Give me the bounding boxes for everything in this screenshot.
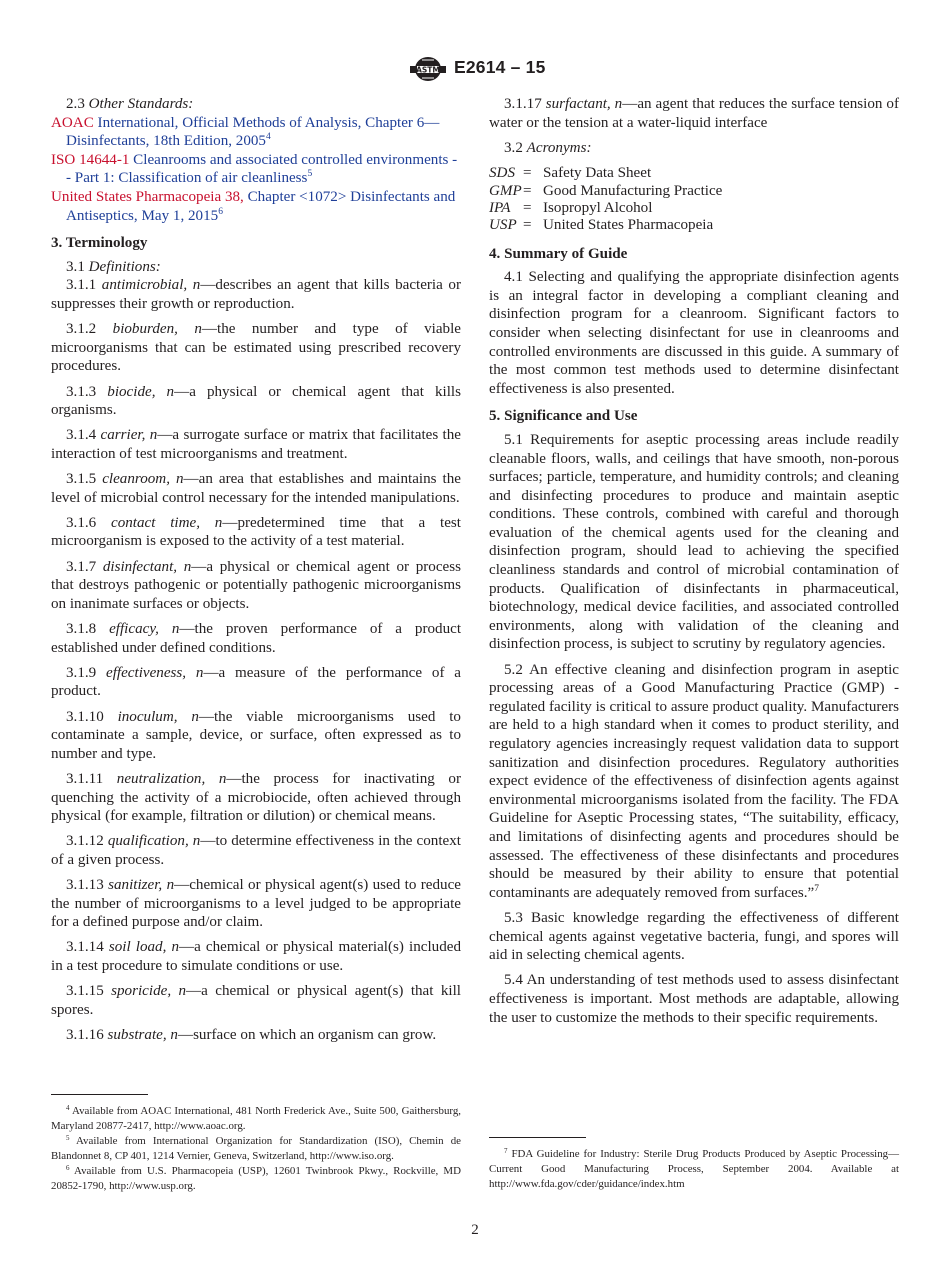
definition-3-1-7: 3.1.7 disinfectant, n—a physical or chemical agent or process that destroys pathogenic or potentially pathogenic microorganisms on inanimate surfaces or objects.: [51, 558, 461, 612]
section-3-1-heading: 3.1 Definitions:: [66, 258, 161, 275]
acronym-abbr: USP: [489, 217, 517, 234]
footnote-6: $^6$ Available from U.S. Pharmacopeia (USP), 12601 Twinbrook Pkwy., Rockville, MD 20852-1790, http://www.usp.org.: [51, 1163, 461, 1192]
acronym-full: Isopropyl Alcohol: [543, 199, 653, 216]
footnote-divider: [51, 1094, 148, 1095]
svg-text:ASTM: ASTM: [416, 65, 440, 75]
footnote-7: $^7$ FDA Guideline for Industry: Sterile Drug Products Produced by Aseptic Processing—Current Good Manufacturing Process, September 2004. Available at http://www.fda.gov/cder/guidance/index.htm: [489, 1147, 899, 1190]
reference-usp[interactable]: United States Pharmacopeia 38, Chapter <1072> Disinfectants and Antiseptics, May 1, 2015$^6$: [51, 188, 456, 224]
paragraph-5-4: 5.4 An understanding of test methods used to assess disinfectant effectiveness is important. Most methods are adaptable, allowing the user to customize the methods to their specific requirements.: [489, 972, 899, 1026]
acronym-abbr: IPA: [489, 199, 511, 216]
paragraph-5-3: 5.3 Basic knowledge regarding the effectiveness of different chemical agents against vegetative bacteria, fungi, and spores will aid in selecting chemical agents.: [489, 909, 899, 964]
paragraph-5-1: 5.1 Requirements for aseptic processing areas include readily cleanable floors, walls, and ceilings that have smooth, non-porous surfaces; particle, temperature, and humidity controls; and cleaning and disinfecting procedures to produce and maintain aseptic conditions. These controls, combined with careful and thorough evaluation of the chemical agents used for the cleaning and disinfection program, should lead to achieving the specified cleanliness standards and control of microbial contamination of products. Qualification of disinfectants in pharmaceutical, biotechnology, medical device facilities, and associated controlled environments, along with validation of the cleaning and disinfection process, is subject to scrutiny by regulatory agencies.: [489, 431, 899, 653]
footnotes-left: [51, 1104, 461, 1193]
paragraph-5-2: 5.2 An effective cleaning and disinfection program in aseptic processing areas of a Good Manufacturing Practice (GMP) - regulated facility is critical to assure product quality. Manufacturers are held to a high standard when it comes to product sterility, and regulatory agencies increasingly request validation data to support sanitization and disinfection procedures. Regulatory authorities expect evidence of the effectiveness of disinfection agents against environmental microorganisms isolated from the facility. The FDA Guideline for Aseptic Processing states, “The suitability, efficacy, and limitations of disinfecting agents and procedures should be assessed. The effectiveness of these disinfectants and procedures should be measured by their ability to ensure that potential contaminants are adequately removed from surfaces.”$^7$: [489, 661, 899, 901]
definition-3-1-9: 3.1.9 effectiveness, n—a measure of the performance of a product.: [51, 664, 462, 700]
acronyms-table: [489, 165, 722, 234]
definition-3-1-15: 3.1.15 sporicide, n—a chemical or physical agent(s) that kill spores.: [51, 983, 461, 1018]
definition-3-1-16: 3.1.16 substrate, n—surface on which an organism can grow.: [66, 1027, 437, 1044]
left-column: [51, 95, 461, 1051]
acronym-equals: =: [523, 165, 532, 182]
footnote-5: $^5$ Available from International Organization for Standardization (ISO), Chemin de Blandonnet 8, CP 401, 1214 Vernier, Geneva, Switzerland, http://www.iso.org.: [51, 1133, 461, 1162]
definition-3-1-12: 3.1.12 qualification, n—to determine effectiveness in the context of a given process.: [51, 833, 461, 868]
definition-3-1-10: 3.1.10 inoculum, n—the viable microorganisms used to contaminate a sample, device, or surface, often expressed as to number and type.: [51, 708, 461, 762]
definition-3-1-8: 3.1.8 efficacy, n—the proven performance of a product established under defined conditions.: [51, 621, 462, 656]
standard-designation: E2614 – 15: [454, 57, 546, 77]
right-column: [489, 95, 899, 1034]
acronym-row: [489, 165, 722, 182]
reference-list: [51, 114, 461, 226]
acronym-abbr: GMP: [489, 182, 522, 199]
definition-3-1-1: 3.1.1 antimicrobial, n—describes an agent that kills bacteria or suppresses their growth or reproduction.: [51, 277, 461, 312]
page-header: [0, 56, 950, 86]
section-4-heading: 4. Summary of Guide: [489, 245, 628, 262]
acronym-row: [489, 200, 722, 217]
acronym-full: Good Manufacturing Practice: [543, 182, 723, 199]
definitions-list: [51, 276, 461, 1044]
definition-3-1-2: 3.1.2 bioburden, n—the number and type of viable microorganisms that can be estimated using prescribed recovery procedures.: [51, 321, 461, 375]
acronym-full: United States Pharmacopeia: [543, 217, 714, 234]
definition-3-1-13: 3.1.13 sanitizer, n—chemical or physical agent(s) used to reduce the number of microorganisms to a level judged to be appropriate for a defined purpose and/or claim.: [51, 877, 461, 931]
acronym-full: Safety Data Sheet: [543, 165, 652, 182]
definition-3-1-17: 3.1.17 surfactant, n—an agent that reduces the surface tension of water or the tension at a water-liquid interface: [489, 96, 899, 131]
acronym-equals: =: [523, 182, 532, 199]
acronym-row: [489, 217, 722, 234]
acronym-equals: =: [523, 199, 532, 216]
definition-3-1-11: 3.1.11 neutralization, n—the process for inactivating or quenching the activity of a microbiocide, often achieved through physical (for example, filtration or dilution) or chemical means.: [51, 770, 461, 825]
reference-iso[interactable]: ISO 14644-1 Cleanrooms and associated controlled environments -- Part 1: Classification of air cleanliness$^5$: [51, 151, 458, 187]
footnotes-right: [489, 1147, 899, 1192]
footnote-divider: [489, 1137, 586, 1138]
definition-3-1-14: 3.1.14 soil load, n—a chemical or physical material(s) included in a test procedure to simulate conditions or use.: [51, 939, 461, 975]
astm-logo-icon: [408, 56, 448, 82]
definition-3-1-6: 3.1.6 contact time, n—predetermined time that a test microorganism is exposed to the activity of a test material.: [51, 514, 461, 550]
reference-aoac[interactable]: AOAC International, Official Methods of Analysis, Chapter 6—Disinfectants, 18th Edition, 2005$^4$: [51, 114, 440, 150]
definition-3-1-4: 3.1.4 carrier, n—a surrogate surface or matrix that facilitates the interaction of test microorganisms and treatment.: [51, 427, 461, 462]
footnote-4: $^4$ Available from AOAC International, 481 North Frederick Ave., Suite 500, Gaithersburg, Maryland 20877-2417, http://www.aoac.org.: [51, 1104, 461, 1132]
page-number: 2: [471, 1222, 479, 1238]
acronym-row: [489, 183, 722, 200]
acronym-abbr: SDS: [489, 165, 515, 182]
section-5-heading: 5. Significance and Use: [489, 408, 638, 425]
section-3-2-heading: 3.2 Acronyms:: [504, 139, 592, 156]
acronym-equals: =: [523, 217, 532, 234]
section-3-heading: 3. Terminology: [51, 235, 148, 252]
definition-3-1-3: 3.1.3 biocide, n—a physical or chemical agent that kills organisms.: [51, 383, 461, 419]
section-2-3-heading: 2.3 Other Standards:: [66, 96, 194, 112]
paragraph-4-1: 4.1 Selecting and qualifying the appropriate disinfection agents is an integral factor in developing a compliant cleaning and disinfection program for a cleanroom. Significant factors to consider when selecting disinfectant for use in cleanrooms and controlled environments are discussed in this guide. A summary of the most common test methods used to determine disinfectant effectiveness is also presented.: [489, 269, 899, 397]
definition-3-1-5: 3.1.5 cleanroom, n—an area that establishes and maintains the level of microbial control necessary for the intended manipulations.: [51, 471, 461, 506]
